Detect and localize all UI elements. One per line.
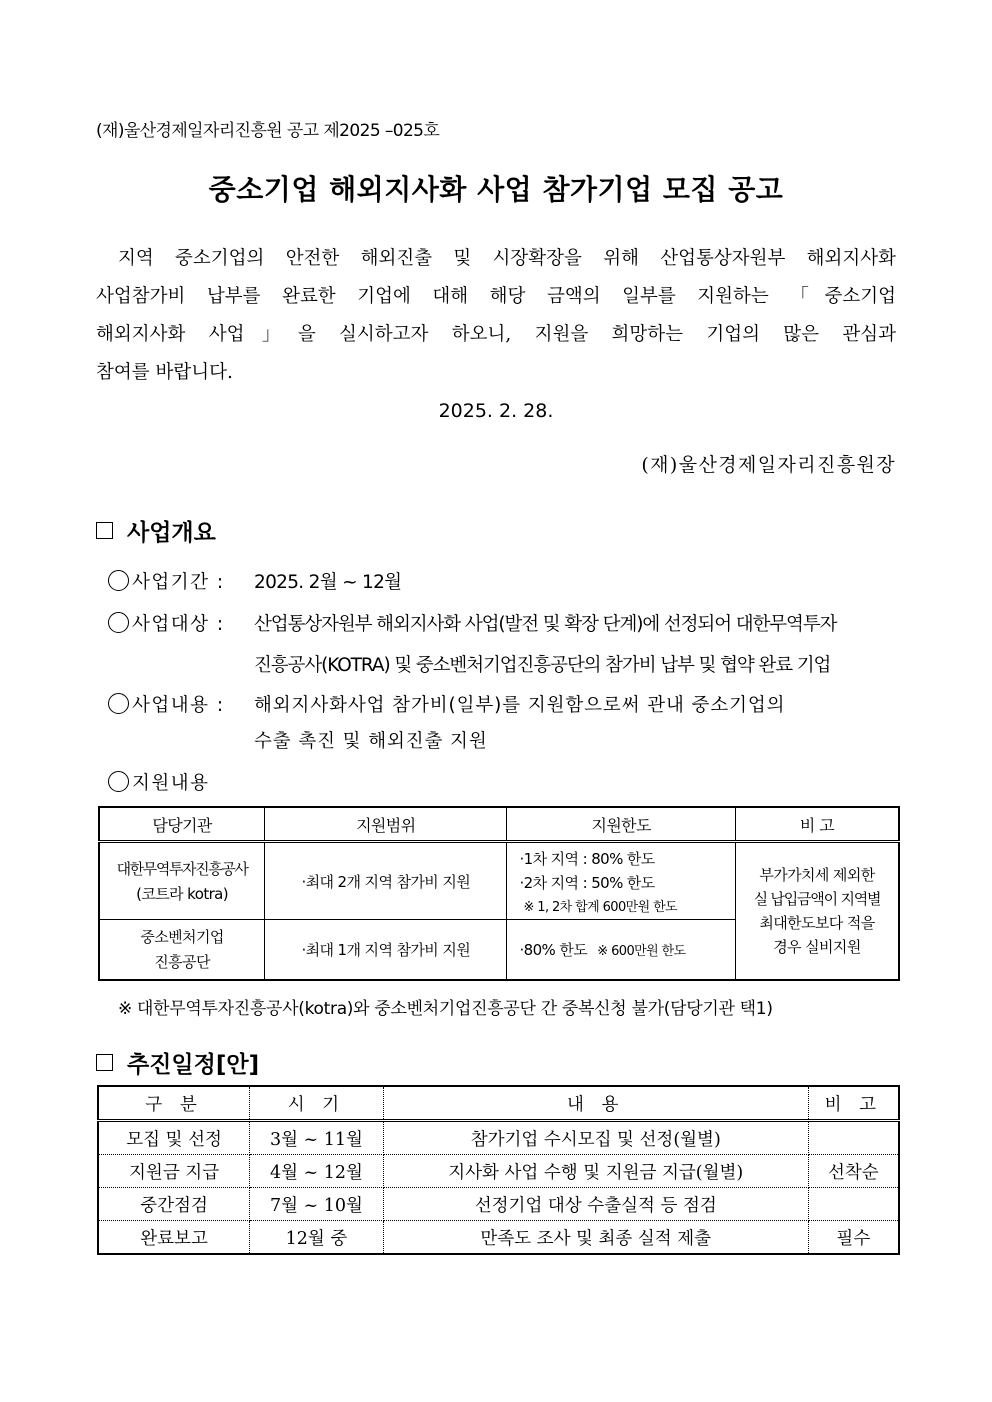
support-note: ※ 대한무역투자진흥공사(kotra)와 중소벤처기업진흥공단 간 중복신청 불가(담당기관 택1) [118,999,773,1019]
circle-bullet-icon [108,612,129,633]
table-row [98,1121,899,1155]
square-bullet-icon [96,522,113,539]
table-cell-scope: ·최대 2개 지역 참가비 지원 [265,842,507,920]
section-title: 추진일정[안] [127,1052,260,1078]
table-cell-period: 4월 ~ 12월 [250,1155,384,1188]
table-row [98,1155,899,1188]
cell-line: 최대한도보다 적을 [759,913,875,932]
table-cell-category: 중간점검 [98,1188,250,1221]
cell-line: 대한무역투자진흥공사 [116,860,248,878]
cell-line: 경우 실비지원 [773,937,861,956]
page-title: 중소기업 해외지사화 사업 참가기업 모집 공고 [208,173,784,206]
table-header-cell: 비 고 [735,807,899,842]
table-cell-period: 7월 ~ 10월 [250,1188,384,1221]
support-table [98,806,900,981]
table-header-cell: 지원범위 [265,807,507,842]
item-label: 사업기간 : [132,572,225,593]
intro-paragraph [96,240,896,392]
item-value: 2025. 2월 ~ 12월 [254,572,402,593]
cell-line: (코트라 kotra) [136,885,229,903]
overview-support [108,766,254,801]
table-header-cell: 시 기 [250,1086,384,1121]
table-cell-scope: ·최대 1개 지역 참가비 지원 [265,920,507,980]
table-row [99,842,899,920]
circle-bullet-icon [108,570,129,591]
item-label: 지원내용 [132,773,210,794]
table-header-row [99,807,899,842]
cell-line: 중소벤처기업 [140,928,224,947]
table-cell-limit [507,842,735,920]
intro-line: 사업참가비 납부를 완료한 기업에 대해 해당 금액의 일부를 지원하는 「중소기업 [96,286,896,307]
table-header-cell: 내 용 [383,1086,808,1121]
intro-line: 지역 중소기업의 안전한 해외진출 및 시장확장을 위해 산업통상자원부 해외지사화 [118,248,896,269]
section-title: 사업개요 [127,520,216,546]
section-heading-schedule [96,1046,259,1079]
table-cell-limit [507,920,735,980]
table-cell-agency [99,920,265,980]
cell-line: ·1차 지역 : 80% 한도 [519,849,655,868]
table-cell-remark: 선착순 [808,1155,899,1188]
circle-bullet-icon [108,693,129,714]
table-row [98,1221,899,1255]
schedule-table [97,1085,900,1255]
notice-number: (재)울산경제일자리진흥원 공고 제2025 –025호 [96,121,440,141]
table-cell-content: 선정기업 대상 수출실적 등 점검 [383,1188,808,1221]
overview-content-cont: 수출 촉진 및 해외진출 지원 [254,731,488,752]
table-row [98,1188,899,1221]
table-cell-category: 지원금 지급 [98,1155,250,1188]
table-header-cell: 지원한도 [507,807,735,842]
cell-line: ·2차 지역 : 50% 한도 [519,873,655,892]
table-header-cell: 구 분 [98,1086,250,1121]
issuer-name: (재)울산경제일자리진흥원장 [641,454,896,476]
table-cell-agency [99,842,265,920]
square-bullet-icon [96,1054,113,1071]
item-value: 산업통상자원부 해외지사화 사업(발전 및 확장 단계)에 선정되어 대한무역투자 [254,614,837,635]
notice-date: 2025. 2. 28. [438,400,554,422]
circle-bullet-icon [108,771,129,792]
table-header-cell: 비 고 [808,1086,899,1121]
table-cell-category: 완료보고 [98,1221,250,1255]
cell-note: ※ 600만원 한도 [597,943,686,959]
item-label: 사업대상 : [132,614,225,635]
overview-target [108,607,836,642]
table-cell-remark [735,842,899,980]
intro-line: 해외지사화 사업」을 실시하고자 하오니, 지원을 희망하는 기업의 많은 관심과 [96,324,896,345]
table-cell-content: 참가기업 수시모집 및 선정(월별) [383,1121,808,1155]
overview-period [108,565,401,600]
section-heading-overview [96,514,216,547]
table-cell-content: 만족도 조사 및 최종 실적 제출 [383,1221,808,1255]
table-cell-remark [808,1188,899,1221]
cell-text: ·80% 한도 [519,940,588,959]
overview-content [108,688,785,723]
table-cell-content: 지사화 사업 수행 및 지원금 지급(월별) [383,1155,808,1188]
overview-target-cont: 진흥공사(KOTRA) 및 중소벤처기업진흥공단의 참가비 납부 및 협약 완료 기업 [254,655,831,676]
intro-line: 참여를 바랍니다. [96,362,233,383]
table-cell-period: 3월 ~ 11월 [250,1121,384,1155]
table-cell-period: 12월 중 [250,1221,384,1255]
item-label: 사업내용 : [132,695,225,716]
cell-line: ※ 1, 2차 합계 600만원 한도 [523,899,678,915]
table-cell-remark: 필수 [808,1221,899,1255]
cell-line: 부가가치세 제외한 [759,865,875,884]
table-cell-category: 모집 및 선정 [98,1121,250,1155]
item-value: 해외지사화사업 참가비(일부)를 지원함으로써 관내 중소기업의 [254,695,786,716]
cell-line: 진흥공단 [154,953,210,972]
cell-line: 실 납입금액이 지역별 [753,889,881,908]
table-cell-remark [808,1121,899,1155]
table-header-row [98,1086,899,1121]
table-header-cell: 담당기관 [99,807,265,842]
